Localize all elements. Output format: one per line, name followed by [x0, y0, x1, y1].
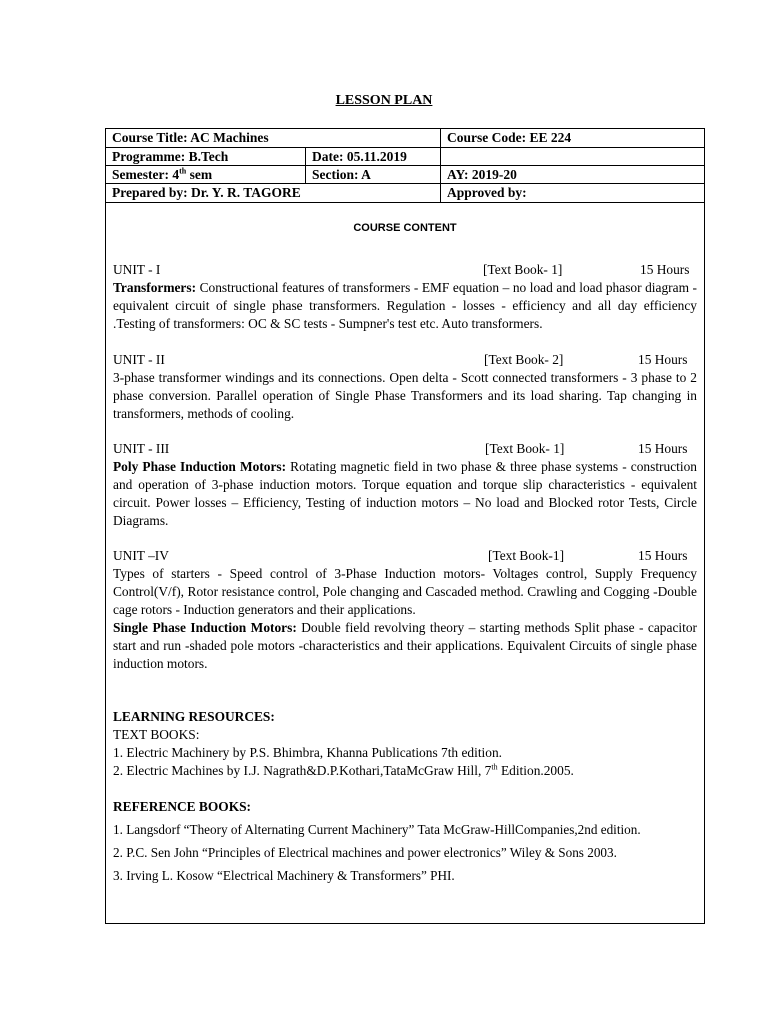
text-book-1: 1. Electric Machinery by P.S. Bhimbra, Khanna Publications 7th edition. — [113, 745, 503, 760]
unit-text: Double field revolving theory – starting methods Split phase - capacitor start and run -shaded pole motors -characteristics and their applications. Equivalent Circuits of single phase induction motors. — [113, 620, 697, 671]
unit-label: UNIT - I — [113, 262, 161, 277]
text-book-2-suffix: Edition.2005. — [497, 763, 574, 778]
header-row-2 — [106, 148, 704, 166]
reference-books-heading: REFERENCE BOOKS: — [113, 799, 252, 814]
unit-text: Constructional features of transformers - EMF equation – no load and load phasor diagram - equivalent circuit of single phase transformers. Regulation - losses - efficiency and all day efficiency .Testing of transformers: OC & SC tests - Sumpner's test etc. Auto transformers. — [113, 280, 697, 331]
unit-text-book: [Text Book-1] — [488, 548, 565, 563]
unit-text-book: [Text Book- 1] — [483, 262, 563, 277]
lesson-plan-frame — [105, 128, 705, 924]
unit-body — [113, 369, 697, 423]
header-row-3 — [106, 166, 704, 184]
academic-year: AY: 2019-20 — [440, 166, 706, 183]
approved-by: Approved by: — [440, 184, 706, 202]
unit-header — [113, 351, 697, 369]
reference-item: 1. Langsdorf “Theory of Alternating Current Machinery” Tata McGraw-HillCompanies,2nd edition. — [113, 822, 641, 837]
text-book-2 — [113, 762, 697, 780]
unit-2 — [113, 351, 697, 423]
text-books-label: TEXT BOOKS: — [113, 727, 200, 742]
unit-4 — [113, 547, 697, 673]
course-code: Course Code: EE 224 — [440, 129, 706, 147]
unit-label: UNIT - III — [113, 441, 170, 456]
unit-hours: 15 Hours — [640, 262, 690, 277]
unit-header — [113, 440, 697, 458]
unit-text: 3-phase transformer windings and its connections. Open delta - Scott connected transformers - 3 phase to 2 phase conversion. Parallel operation of Single Phase Transformers and its load sharing. Tap changing in transformers, methods of cooling. — [113, 370, 697, 421]
unit-hours: 15 Hours — [638, 352, 688, 367]
semester — [106, 166, 305, 183]
course-content-title: COURSE CONTENT — [353, 222, 457, 234]
text-book-2-sup: th — [491, 762, 498, 772]
learning-resources-heading: LEARNING RESOURCES: — [113, 709, 275, 724]
header-row-1 — [106, 129, 704, 148]
course-title: Course Title: AC Machines — [112, 130, 269, 145]
unit-header — [113, 547, 697, 565]
unit-bold-lead: Single Phase Induction Motors: — [113, 620, 297, 635]
unit-bold-lead: Poly Phase Induction Motors: — [113, 459, 287, 474]
unit-body — [113, 279, 697, 333]
unit-text: Types of starters - Speed control of 3-Phase Induction motors- Voltages control, Supply Frequency Control(V/f), Rotor resistance control, Pole changing and Cascaded method. Crawling and Cogging -Double cage rotors - Induction generators and their applications. — [113, 566, 697, 617]
page-title: LESSON PLAN — [335, 93, 433, 108]
unit-hours: 15 Hours — [638, 441, 688, 456]
unit-header — [113, 261, 697, 279]
unit-text-book: [Text Book- 1] — [485, 441, 565, 456]
unit-text-book: [Text Book- 2] — [484, 352, 564, 367]
reference-item: 2. P.C. Sen John “Principles of Electrical machines and power electronics” Wiley & Sons 2003. — [113, 845, 617, 860]
semester-prefix: Semester: 4 — [112, 167, 180, 182]
section: Section: A — [305, 166, 440, 183]
programme: Programme: B.Tech — [112, 149, 229, 164]
unit-text: Rotating magnetic field in two phase & three phase systems - construction and operation of 3-phase induction motors. Torque equation and torque slip characteristics - equivalent circuit. Power losses – Efficiency, Testing of induction motors – No load and Blocked rotor Tests, Circle Diagrams. — [113, 459, 697, 528]
semester-suffix: sem — [186, 167, 213, 182]
reference-item: 3. Irving L. Kosow “Electrical Machinery & Transformers” PHI. — [113, 868, 455, 883]
unit-body — [113, 458, 697, 530]
unit-body-2 — [113, 619, 697, 673]
unit-body — [113, 565, 697, 619]
course-content — [106, 203, 704, 885]
date: Date: 05.11.2019 — [305, 148, 440, 165]
text-book-2-prefix: 2. Electric Machines by I.J. Nagrath&D.P.Kothari,TataMcGraw Hill, 7 — [113, 763, 492, 778]
unit-hours: 15 Hours — [638, 548, 688, 563]
unit-label: UNIT –IV — [113, 548, 169, 563]
reference-books — [113, 798, 697, 885]
unit-1 — [113, 261, 697, 333]
header-row-4 — [106, 184, 704, 203]
prepared-by: Prepared by: Dr. Y. R. TAGORE — [112, 185, 301, 200]
unit-3 — [113, 440, 697, 530]
unit-bold-lead: Transformers: — [113, 280, 197, 295]
unit-label: UNIT - II — [113, 352, 165, 367]
empty-cell — [440, 148, 706, 165]
semester-sup: th — [179, 166, 187, 176]
learning-resources — [113, 708, 697, 780]
